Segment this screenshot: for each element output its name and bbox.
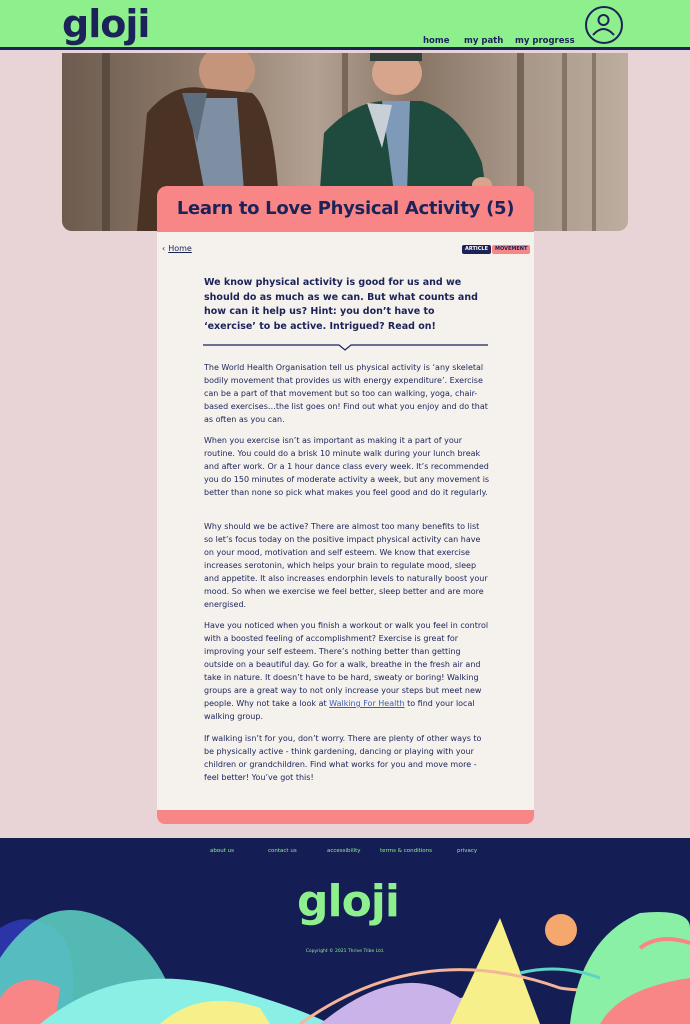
footer-about-link[interactable]: about us <box>210 848 234 854</box>
article-title-banner <box>157 186 534 232</box>
article-paragraph: If walking isn’t for you, don’t worry. There are plenty of other ways to be physically active - think gardening, dancing or playing with your children or grandchildren. Find what works for you and move more - feel better! You’ve got this! <box>204 734 482 782</box>
footer-decoration <box>0 838 690 1024</box>
tag-article: ARTICLE <box>462 245 491 254</box>
article-paragraph: When you exercise isn’t as important as making it a part of your routine. You could do a brisk 10 minute walk during your lunch break and after work. Or a 1 hour dance class every week. It’s recommended you do 150 minutes of moderate activity a week, but any movement is better than none so pick what makes you feel good and do it regularly. <box>204 436 490 497</box>
walking-for-health-link[interactable]: Walking For Health <box>329 699 405 708</box>
back-home-link[interactable] <box>162 244 192 253</box>
nav-home-link[interactable]: home <box>423 36 450 46</box>
article-intro: We know physical activity is good for us and we should do as much as we can. But what counts and how can it help us? Hint: you don’t have to ‘exercise’ to be active. Intrigued? Read on! <box>204 277 478 332</box>
back-home-label: Home <box>168 244 192 253</box>
paragraph-text: to find your local walking group. <box>204 699 475 721</box>
section-divider <box>203 342 488 352</box>
footer-copyright: Copyright © 2021 Thrive Tribe Ltd. <box>305 949 385 954</box>
article-paragraph: The World Health Organisation tell us physical activity is ‘any skeletal bodily movement that provides us with energy expenditure’. Exercise can be a part of that movement but so too can walking, yoga, chair-based exercises…the list goes on! Find out what you enjoy and do that as often as you can. <box>204 363 488 424</box>
tag-movement: MOVEMENT <box>492 245 530 254</box>
chevron-left-icon: ‹ <box>162 244 166 253</box>
footer-privacy-link[interactable]: privacy <box>457 848 478 854</box>
footer-terms-link[interactable]: terms & conditions <box>380 848 433 854</box>
footer-gloji-logo: gloji <box>297 876 399 927</box>
footer-contact-link[interactable]: contact us <box>268 848 297 854</box>
site-footer <box>0 838 690 1024</box>
top-navigation-bar <box>0 0 690 50</box>
article-paragraph <box>204 619 490 723</box>
article-paragraph: Why should we be active? There are almost too many benefits to list so let’s focus today on the positive impact physical activity can have on your mood, motivation and self esteem. We know that exercise increases serotonin, which helps your brain to regulate mood, sleep and appetite. It also increases endorphin levels to naturally boost your mood. So when we exercise we feel better, sleep better and are more energised. <box>204 522 488 609</box>
footer-accessibility-link[interactable]: accessibility <box>327 848 361 854</box>
paragraph-text: Have you noticed when you finish a workout or walk you feel in control with a boosted feeling of accomplishment? Exercise is great for improving your self esteem. There’s nothing better than getting outside on a beautiful day. Go for a walk, breathe in the fresh air and take in nature. It doesn’t have to be hard, sweaty or boring! Walking groups are a great way to not only increase your steps but meet new people. Why not take a look at <box>204 621 489 708</box>
article-title: Learn to Love Physical Activity (5) <box>176 198 515 219</box>
article-card-footer-band <box>157 810 534 824</box>
nav-my-progress-link[interactable]: my progress <box>515 36 575 46</box>
nav-my-path-link[interactable]: my path <box>464 36 504 46</box>
gloji-logo[interactable]: gloji <box>62 2 150 46</box>
user-profile-icon[interactable] <box>585 6 623 44</box>
